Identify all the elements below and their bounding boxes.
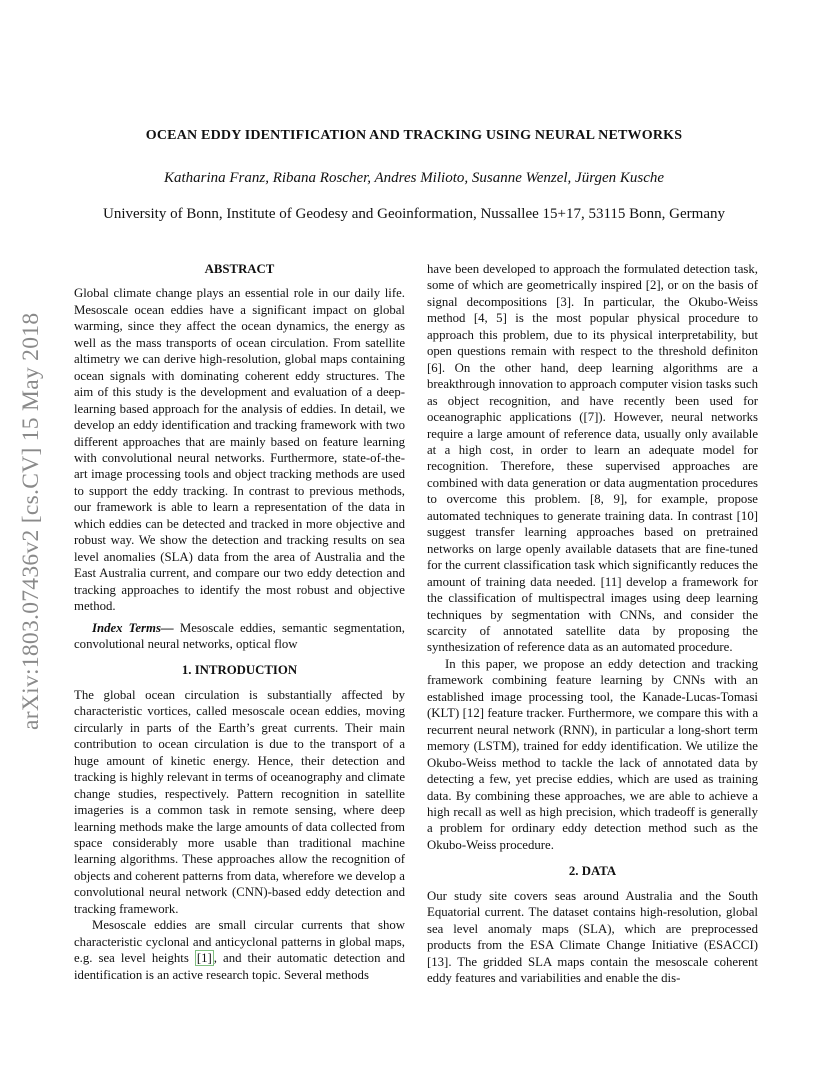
introduction-heading: 1. INTRODUCTION — [181, 663, 298, 678]
abstract-heading: ABSTRACT — [204, 262, 275, 276]
data-heading: 2. DATA — [568, 864, 617, 879]
citation-link[interactable]: [1] — [196, 951, 212, 966]
left-column — [74, 261, 405, 983]
right-column — [427, 261, 758, 986]
intro-p2-text-a: Mesoscale eddies are small circular currents that show characteristic cyclonal and anticyclonal patterns in global maps, e.g. sea level heights — [74, 918, 405, 966]
affiliation: University of Bonn, Institute of Geodesy and Geoinformation, Nussallee 15+17, 53115 Bonn, Germany — [103, 206, 725, 222]
data-paragraph-1: Our study site covers seas around Australia and the South Equatorial current. The dataset contains high-resolution, global sea level anomaly maps (SLA), which are preprocessed products from the ESA Climate Change Initiative (ESACCI) [13]. The gridded SLA maps contain the mesoscale coherent eddy features and variabilities and enable the dis- — [427, 888, 758, 986]
intro-paragraph-3: have been developed to approach the formulated detection task, some of which are geometrically inspired [2], or on the basis of signal decompositions [3]. In particular, the Okubo-Weiss method [4, 5] is the most popular physical procedure to approach this problem, due to its physical interpretability, but open questions remain with respect to the threshold definiton [6]. On the other hand, deep learning algorithms are a breakthrough innovation to approach computer vision tasks such as object recognition, and have recently been used for oceanographic applications ([7]). However, neural networks require a large amount of reference data, usually only available at a high cost, in order to learn an adequate model for recognition. Therefore, these supervised approaches are combined with data generation or data augmentation procedures to overcome this problem. [8, 9], for example, propose automated techniques to generate training data. In contrast [10] suggest transfer learning approaches based on pretrained networks on large openly available datasets that are fine-tuned for the current classification task which significantly reduces the amount of training data needed. [11] develop a framework for the classification of multispectral images using deep learning techniques by segmentation with CNNs, and consider the scarcity of annotated satellite data by proposing the synthesization of reference data as an automated procedure. — [427, 262, 758, 655]
index-terms-text: Mesoscale eddies, semantic segmentation, convolutional neural networks, optical flow — [74, 620, 405, 651]
index-terms-label: Index Terms— — [92, 620, 174, 635]
index-terms — [74, 620, 405, 653]
intro-paragraph-2 — [74, 917, 405, 983]
arxiv-identifier: arXiv:1803.07436v2 [cs.CV] 15 May 2018 — [18, 312, 44, 730]
intro-paragraph-1: The global ocean circulation is substantially affected by characteristic vortices, called mesoscale ocean eddies, moving circularly in parts of the Earth’s great currents. Their main contribution to ocean circulation is due to the transport of a huge amount of kinetic energy. Hence, their detection and tracking is highly relevant in terms of oceanography and climate change studies, respectively. Pattern recognition in satellite imageries is a common task in remote sensing, where deep learning methods make the large amounts of data collected from space considerably more usable than traditional machine learning algorithms. These approaches allow the recognition of objects and coherent patterns from data, wherefore we develop a convolutional neural network (CNN)-based eddy detection and tracking framework. — [74, 687, 405, 916]
abstract-text: Global climate change plays an essential role in our daily life. Mesoscale ocean eddies have a significant impact on global warming, since they affect the ocean dynamics, the energy as well as the mass transports of ocean circulation. From satellite altimetry we can derive high-resolution, global maps containing ocean signals with dominating coherent eddy structures. The aim of this study is the development and evaluation of a deep-learning based approach for the analysis of eddies. In detail, we develop an eddy identification and tracking framework with two different approaches that are mainly based on feature learning with convolutional neural networks. Furthermore, state-of-the-art image processing tools and object tracking methods are used to support the eddy tracking. In contrast to previous methods, our framework is able to learn a representation of the data in which eddies can be detected and tracked in more objective and robust way. We show the detection and tracking results on sea level anomalies (SLA) data from the area of Australia and the East Australia current, and compare our two eddy detection and tracking approaches to identify the most robust and objective method. — [74, 286, 405, 614]
intro-paragraph-4: In this paper, we propose an eddy detection and tracking framework combining feature learning by CNNs with an established image processing tool, the Kanade-Lucas-Tomasi (KLT) [12] feature tracker. Furthermore, we compare this with a recurrent neural network (RNN), in particular a long-short term memory (LSTM), trained for eddy identification. We utilize the Okubo-Weiss method to tackle the lack of annotated data by detecting a few, yet precise eddies, which are used as training data. By combining these approaches, we are able to achieve a high recall as well as high precision, which tradeoff is generally a problem for ordinary eddy detection method such as the Okubo-Weiss procedure. — [427, 656, 758, 852]
intro-p2-text-b: , and their automatic detection and identification is an active research topic. Several methods — [74, 951, 405, 982]
authors: Katharina Franz, Ribana Roscher, Andres Milioto, Susanne Wenzel, Jürgen Kusche — [163, 170, 665, 186]
paper-title: OCEAN EDDY IDENTIFICATION AND TRACKING USING NEURAL NETWORKS — [145, 128, 683, 143]
